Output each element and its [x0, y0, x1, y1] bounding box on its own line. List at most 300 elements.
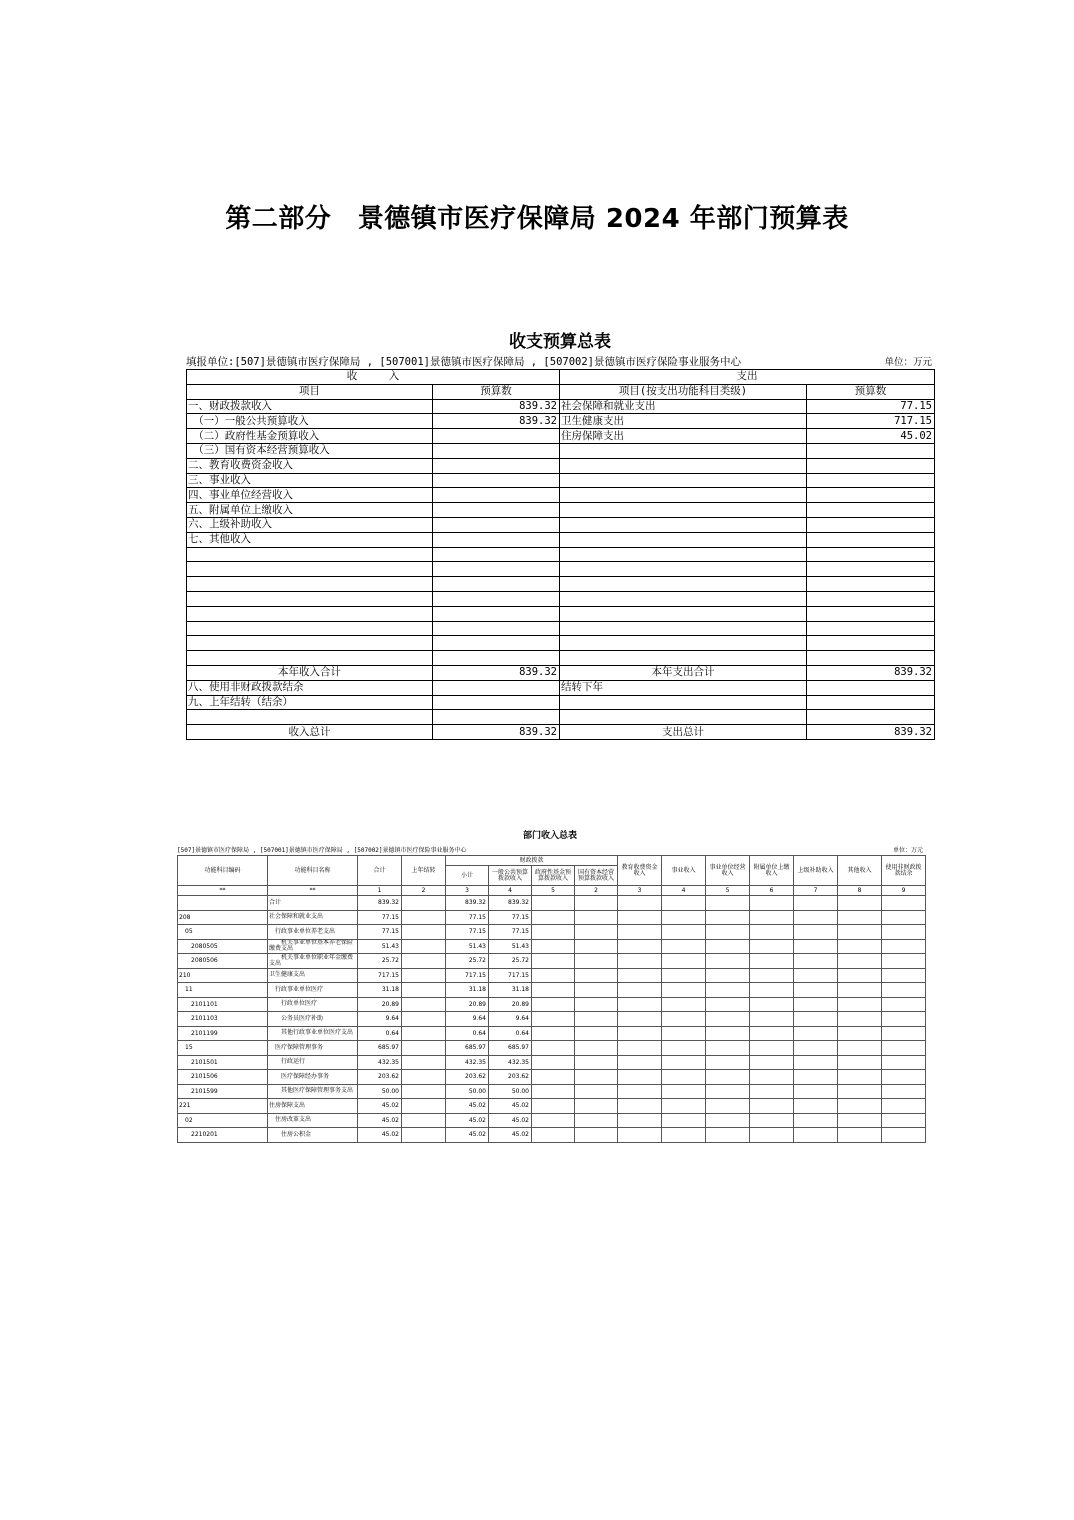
table-row [187, 503, 935, 518]
cell-empty [618, 1055, 662, 1070]
cell-empty [618, 925, 662, 940]
cell-gen: 839.32 [489, 896, 532, 911]
table-row [178, 1113, 926, 1128]
cell-empty [662, 1070, 706, 1085]
cell-total: 20.89 [358, 997, 402, 1012]
cell-empty [750, 1070, 794, 1085]
cell-empty [402, 983, 446, 998]
cell-empty [662, 1012, 706, 1027]
cell-empty [882, 1084, 926, 1099]
cell-sub: 9.64 [446, 1012, 489, 1027]
index-cell: 7 [794, 886, 838, 896]
cell-empty [794, 910, 838, 925]
cell-empty [750, 954, 794, 969]
cell-code: 2101101 [178, 997, 268, 1012]
cell-gen: 51.43 [489, 939, 532, 954]
cell-empty [794, 1041, 838, 1056]
cell-empty [575, 1055, 618, 1070]
cell-empty [882, 910, 926, 925]
cell-total: 45.02 [358, 1099, 402, 1114]
table-row [187, 473, 935, 488]
expense-value [807, 488, 935, 503]
cell-empty [575, 939, 618, 954]
cell-empty [794, 1055, 838, 1070]
expense-item [560, 517, 807, 532]
cell-empty [402, 939, 446, 954]
cell-empty [706, 954, 750, 969]
cell-empty [838, 1084, 882, 1099]
expense-item [560, 488, 807, 503]
expense-item: 住房保障支出 [560, 429, 807, 444]
cell-empty [882, 1012, 926, 1027]
cell-empty [402, 1128, 446, 1143]
table-row [178, 1041, 926, 1056]
cell-empty [838, 910, 882, 925]
col-name: 功能科目名称 [268, 856, 358, 886]
cell-empty [532, 1128, 575, 1143]
cell-name: 其他医疗保障管理事务支出 [268, 1084, 358, 1099]
cell-empty [706, 910, 750, 925]
table-row [178, 997, 926, 1012]
income-value [433, 547, 560, 562]
cell-sub: 25.72 [446, 954, 489, 969]
expense-item [560, 562, 807, 577]
cell-empty [882, 983, 926, 998]
cell-code [178, 896, 268, 911]
cell-empty [662, 983, 706, 998]
col-operate: 事业单位经营收入 [706, 856, 750, 886]
cell-empty [794, 1128, 838, 1143]
cell-code: 208 [178, 910, 268, 925]
cell-empty [750, 910, 794, 925]
income-value [433, 488, 560, 503]
cell-gen: 203.62 [489, 1070, 532, 1085]
cell-empty [882, 896, 926, 911]
cell-empty [794, 968, 838, 983]
year-income-total: 839.32 [433, 665, 560, 680]
income-value [433, 577, 560, 592]
expense-item [560, 503, 807, 518]
index-cell: 2 [575, 886, 618, 896]
income-item: 一、财政拨款收入 [187, 399, 433, 414]
cell-empty [838, 968, 882, 983]
cell-gen: 50.00 [489, 1084, 532, 1099]
cell-code: 15 [178, 1041, 268, 1056]
page-title: 第二部分 景德镇市医疗保障局 2024 年部门预算表 [225, 204, 849, 234]
cell-empty [838, 1026, 882, 1041]
cell-total: 9.64 [358, 1012, 402, 1027]
cell-total: 432.35 [358, 1055, 402, 1070]
cell-empty [532, 983, 575, 998]
cell-empty [794, 1012, 838, 1027]
expense-value: 45.02 [807, 429, 935, 444]
col-state: 国有资本经营预算拨款收入 [575, 866, 618, 886]
cell-empty [750, 1128, 794, 1143]
cell-empty [882, 1113, 926, 1128]
cell-empty [662, 968, 706, 983]
cell-sub: 45.02 [446, 1128, 489, 1143]
expense-value [807, 621, 935, 636]
table2-unit-row [177, 845, 925, 855]
cell-sub: 20.89 [446, 997, 489, 1012]
table-row [187, 458, 935, 473]
income-value [433, 606, 560, 621]
cell-empty [750, 1041, 794, 1056]
cell-empty [618, 1041, 662, 1056]
cell-gen: 45.02 [489, 1113, 532, 1128]
cell-empty [706, 939, 750, 954]
cell-empty [618, 1084, 662, 1099]
expense-item [560, 621, 807, 636]
cell-empty [882, 1128, 926, 1143]
table-row [178, 910, 926, 925]
cell-empty [662, 896, 706, 911]
cell-empty [575, 1084, 618, 1099]
table-row [187, 577, 935, 592]
cell-sub: 839.32 [446, 896, 489, 911]
income-item: 六、上级补助收入 [187, 517, 433, 532]
col-general: 一般公共预算拨款收入 [489, 866, 532, 886]
cell-code: 2101103 [178, 1012, 268, 1027]
cell-empty [402, 1113, 446, 1128]
cell-empty [662, 1084, 706, 1099]
cell-name: 医疗保障管理事务 [268, 1041, 358, 1056]
cell-empty [575, 1012, 618, 1027]
cell-empty [402, 1099, 446, 1114]
table-row [187, 636, 935, 651]
table-row [178, 939, 926, 954]
income-value [433, 591, 560, 606]
cell-name: 行政事业单位养老支出 [268, 925, 358, 940]
cell-empty [882, 1070, 926, 1085]
table-row [178, 1099, 926, 1114]
cell-empty [882, 968, 926, 983]
cell-empty [618, 1070, 662, 1085]
col-item-expense: 项目(按支出功能科目类级) [560, 384, 807, 399]
table-row [187, 517, 935, 532]
cell-empty [794, 954, 838, 969]
col-upper: 上级补助收入 [794, 856, 838, 886]
cell-empty [575, 1026, 618, 1041]
cell-empty [807, 680, 935, 695]
table1-unit: 单位：万元 [884, 357, 932, 368]
cell-empty [882, 925, 926, 940]
expense-value [807, 458, 935, 473]
expense-value: 717.15 [807, 414, 935, 429]
income-item: 二、教育收费资金收入 [187, 458, 433, 473]
cell-empty [882, 954, 926, 969]
cell-sub: 45.02 [446, 1099, 489, 1114]
cell-empty [575, 896, 618, 911]
cell-empty [807, 710, 935, 725]
cell-empty [750, 1099, 794, 1114]
income-value [433, 458, 560, 473]
expense-value [807, 606, 935, 621]
cell-empty [618, 1128, 662, 1143]
cell-empty [575, 954, 618, 969]
expense-item [560, 458, 807, 473]
cell-empty [706, 1055, 750, 1070]
cell-empty [838, 1128, 882, 1143]
income-value [433, 532, 560, 547]
income-item: （二）政府性基金预算收入 [187, 429, 433, 444]
income-value [433, 517, 560, 532]
cell-empty [532, 1026, 575, 1041]
income-grand-total-label: 收入总计 [187, 725, 433, 740]
cell-sub: 50.00 [446, 1084, 489, 1099]
cell-total: 45.02 [358, 1113, 402, 1128]
cell-empty [575, 997, 618, 1012]
col-code: 功能科目编码 [178, 856, 268, 886]
cell-empty [882, 1099, 926, 1114]
cell-empty [882, 997, 926, 1012]
cell-empty [532, 1041, 575, 1056]
income-item [187, 606, 433, 621]
cell-empty [560, 710, 807, 725]
cell-empty [838, 896, 882, 911]
cell-name: 机关事业单位职业年金缴费支出 [268, 954, 358, 969]
cell-gen: 45.02 [489, 1128, 532, 1143]
cell-empty [532, 925, 575, 940]
expense-value: 77.15 [807, 399, 935, 414]
expense-item [560, 443, 807, 458]
income-item [187, 547, 433, 562]
cell-code: 2210201 [178, 1128, 268, 1143]
cell-gen: 45.02 [489, 1099, 532, 1114]
table-row [187, 532, 935, 547]
cell-code: 2080506 [178, 954, 268, 969]
budget-summary-table [186, 369, 935, 740]
table-row [178, 925, 926, 940]
expense-value [807, 562, 935, 577]
cell-empty [838, 954, 882, 969]
income-item [187, 577, 433, 592]
expense-value [807, 547, 935, 562]
income-item [187, 636, 433, 651]
cell-total: 0.64 [358, 1026, 402, 1041]
cell-name: 行政事业单位医疗 [268, 983, 358, 998]
cell-code: 05 [178, 925, 268, 940]
cell-empty [882, 1026, 926, 1041]
expense-value [807, 443, 935, 458]
cell-empty [838, 983, 882, 998]
income-value [433, 503, 560, 518]
income-item [187, 621, 433, 636]
income-item [187, 591, 433, 606]
cell-sub: 432.35 [446, 1055, 489, 1070]
cell-total: 77.15 [358, 910, 402, 925]
cell-sub: 0.64 [446, 1026, 489, 1041]
cell-empty [882, 1055, 926, 1070]
cell-empty [838, 1099, 882, 1114]
cell-empty [794, 1070, 838, 1085]
cell-code: 221 [178, 1099, 268, 1114]
cell-empty [662, 1099, 706, 1114]
cell-empty [618, 939, 662, 954]
cell-sub: 77.15 [446, 910, 489, 925]
cell-sub: 31.18 [446, 983, 489, 998]
table-row [178, 983, 926, 998]
index-cell: 3 [446, 886, 489, 896]
cell-empty [618, 968, 662, 983]
cell-total: 839.32 [358, 896, 402, 911]
cell-empty [706, 1128, 750, 1143]
table-row [187, 651, 935, 666]
income-value: 839.32 [433, 399, 560, 414]
cell-empty [532, 997, 575, 1012]
cell-empty [560, 695, 807, 710]
year-expense-total-label: 本年支出合计 [560, 665, 807, 680]
cell-empty [662, 1113, 706, 1128]
cell-empty [662, 925, 706, 940]
expense-item: 卫生健康支出 [560, 414, 807, 429]
cell-empty [807, 695, 935, 710]
col-fund: 政府性基金预算拨款收入 [532, 866, 575, 886]
cell-gen: 20.89 [489, 997, 532, 1012]
income-value [433, 636, 560, 651]
cell-empty [532, 939, 575, 954]
cell-empty [750, 896, 794, 911]
cell-empty [402, 925, 446, 940]
table-row [178, 1012, 926, 1027]
cell-empty [794, 896, 838, 911]
cell-name: 住房公积金 [268, 1128, 358, 1143]
cell-empty [575, 1128, 618, 1143]
cell-empty [575, 1099, 618, 1114]
income-item: 七、其他收入 [187, 532, 433, 547]
cell-empty [706, 925, 750, 940]
cell-empty [532, 1055, 575, 1070]
table-row [187, 429, 935, 444]
cell-empty [662, 1128, 706, 1143]
income-value [433, 651, 560, 666]
cell-empty [794, 925, 838, 940]
cell-sub: 685.97 [446, 1041, 489, 1056]
cell-name: 卫生健康支出 [268, 968, 358, 983]
cell-code: 2101199 [178, 1026, 268, 1041]
cell-empty [575, 968, 618, 983]
cell-empty [706, 968, 750, 983]
cell-total: 51.43 [358, 939, 402, 954]
cell-empty [618, 954, 662, 969]
income-item: 四、事业单位经营收入 [187, 488, 433, 503]
cell-empty [402, 1012, 446, 1027]
table-row [178, 954, 926, 969]
index-cell: 3 [618, 886, 662, 896]
cell-code: 2101501 [178, 1055, 268, 1070]
cell-total: 50.00 [358, 1084, 402, 1099]
cell-empty [750, 939, 794, 954]
cell-empty [618, 896, 662, 911]
index-cell: 2 [402, 886, 446, 896]
cell-sub: 717.15 [446, 968, 489, 983]
cell-empty [575, 925, 618, 940]
cell-empty [532, 1012, 575, 1027]
cell-empty [402, 954, 446, 969]
expense-item [560, 577, 807, 592]
cell-gen: 77.15 [489, 925, 532, 940]
cell-empty [838, 925, 882, 940]
cell-empty [750, 925, 794, 940]
cell-name: 机关事业单位基本养老保险缴费支出 [268, 939, 358, 954]
cell-empty [750, 1026, 794, 1041]
cell-empty [882, 939, 926, 954]
income-header: 收 入 [187, 370, 560, 385]
cell-empty [662, 1041, 706, 1056]
cell-total: 25.72 [358, 954, 402, 969]
cell-empty [575, 1041, 618, 1056]
income-item: （三）国有资本经营预算收入 [187, 443, 433, 458]
cell-empty [706, 1070, 750, 1085]
cell-empty [575, 910, 618, 925]
cell-empty [750, 997, 794, 1012]
cell-empty [706, 1026, 750, 1041]
table-row [187, 399, 935, 414]
cell-empty [575, 1070, 618, 1085]
col-budget-expense: 预算数 [807, 384, 935, 399]
cell-gen: 717.15 [489, 968, 532, 983]
table2-unit: 单位：万元 [892, 847, 923, 854]
cell-empty [838, 1041, 882, 1056]
cell-empty [532, 1084, 575, 1099]
cell-code: 2101599 [178, 1084, 268, 1099]
cell-name: 行政单位医疗 [268, 997, 358, 1012]
expense-item [560, 473, 807, 488]
cell-empty [794, 1026, 838, 1041]
cell-gen: 0.64 [489, 1026, 532, 1041]
expense-value [807, 591, 935, 606]
cell-name: 行政运行 [268, 1055, 358, 1070]
table-row [187, 488, 935, 503]
cell-name: 社会保障和就业支出 [268, 910, 358, 925]
expense-item [560, 636, 807, 651]
cell-empty [750, 1055, 794, 1070]
table-row [178, 1026, 926, 1041]
cell-sub: 45.02 [446, 1113, 489, 1128]
cell-empty [575, 983, 618, 998]
cell-empty [402, 1026, 446, 1041]
cell-gen: 77.15 [489, 910, 532, 925]
cell-empty [618, 983, 662, 998]
expense-grand-total-label: 支出总计 [560, 725, 807, 740]
cell-empty [402, 1041, 446, 1056]
cell-empty [402, 896, 446, 911]
cell-empty [402, 968, 446, 983]
cell-total: 203.62 [358, 1070, 402, 1085]
table1-unit-info: 填报单位:[507]景德镇市医疗保障局 , [507001]景德镇市医疗保障局 , [507002]景德镇市医疗保险事业服务中心 [186, 356, 742, 368]
col-fiscal: 财政拨款 [446, 856, 618, 866]
cell-empty [838, 997, 882, 1012]
cell-gen: 9.64 [489, 1012, 532, 1027]
expense-item [560, 591, 807, 606]
expense-header: 支出 [560, 370, 935, 385]
expense-value [807, 577, 935, 592]
cell-empty [662, 954, 706, 969]
cell-empty [794, 983, 838, 998]
table-row [178, 1128, 926, 1143]
cell-empty [838, 1070, 882, 1085]
cell-empty [838, 1012, 882, 1027]
cell-empty [402, 1055, 446, 1070]
table-row [178, 1084, 926, 1099]
cell-empty [618, 1099, 662, 1114]
cell-empty [433, 680, 560, 695]
expense-item [560, 651, 807, 666]
cell-empty [750, 1113, 794, 1128]
table-row [178, 968, 926, 983]
expense-grand-total: 839.32 [807, 725, 935, 740]
year-expense-total: 839.32 [807, 665, 935, 680]
